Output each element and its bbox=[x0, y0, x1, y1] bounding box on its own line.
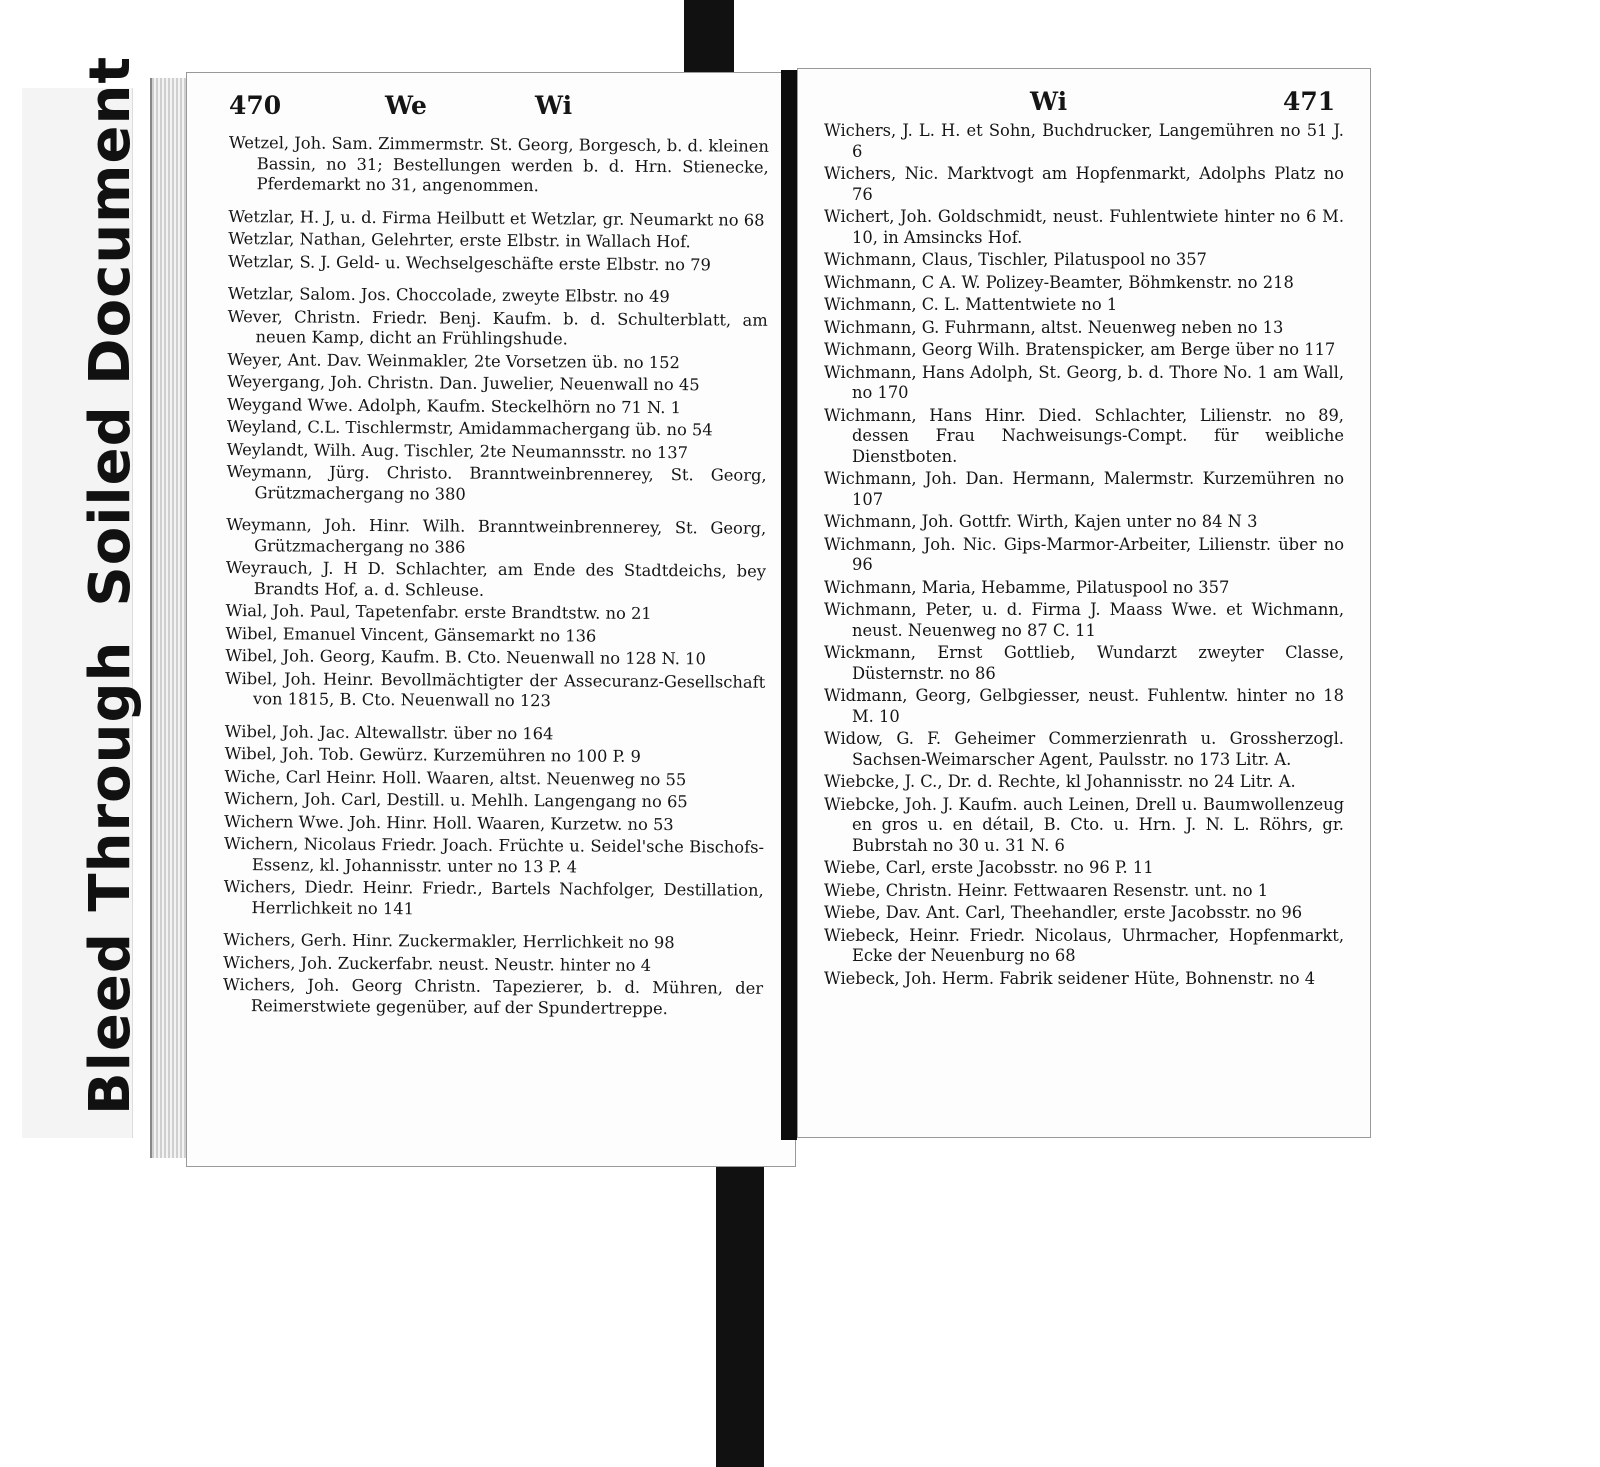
right-page bbox=[797, 68, 1371, 1138]
directory-entry: Wichmann, C. L. Mattentwiete no 1 bbox=[824, 295, 1118, 314]
directory-entry: Wiebeck, Joh. Herm. Fabrik seidener Hüte, Bohnenstr. no 4 bbox=[824, 968, 1316, 988]
directory-entry: Weyer, Ant. Dav. Weinmakler, 2te Vorsetzen üb. no 152 bbox=[227, 349, 680, 372]
left-heading-1: We bbox=[385, 91, 427, 120]
directory-entry: Weyland, C.L. Tischlermstr, Amidammachergang üb. no 54 bbox=[226, 416, 713, 440]
spine-shadow-top bbox=[684, 0, 734, 80]
directory-entry: Wichers, J. L. H. et Sohn, Buchdrucker, Langemühren no 51 J. 6 bbox=[824, 121, 1344, 161]
directory-entry: Wibel, Joh. Heinr. Bevollmächtigter der Assecuranz-Gesellschaft von 1815, B. Cto. Neuenwall no 123 bbox=[225, 668, 766, 711]
directory-entry: Wichmann, Georg Wilh. Bratenspicker, am Berge über no 117 bbox=[824, 340, 1336, 359]
directory-entry: Wichmann, Joh. Nic. Gips-Marmor-Arbeiter, Lilienstr. über no 96 bbox=[824, 534, 1344, 574]
directory-entry: Wetzlar, Salom. Jos. Choccolade, zweyte Elbstr. no 49 bbox=[227, 283, 670, 307]
directory-entry: Wichmann, Joh. Gottfr. Wirth, Kajen unter no 84 N 3 bbox=[824, 512, 1258, 531]
directory-entry: Wichmann, Joh. Dan. Hermann, Malermstr. Kurzemühren no 107 bbox=[824, 469, 1344, 509]
directory-entry: Wiebe, Christn. Heinr. Fettwaaren Resenstr. unt. no 1 bbox=[824, 880, 1269, 900]
left-page bbox=[186, 72, 796, 1167]
directory-entry: Wibel, Emanuel Vincent, Gänsemarkt no 136 bbox=[225, 623, 597, 646]
directory-entry: Wibel, Joh. Tob. Gewürz. Kurzemühren no 100 P. 9 bbox=[224, 743, 641, 766]
spine-gutter bbox=[781, 70, 797, 1140]
directory-entry: Weyergang, Joh. Christn. Dan. Juwelier, Neuenwall no 45 bbox=[227, 371, 700, 395]
directory-entry: Wickmann, Ernst Gottlieb, Wundarzt zweyter Classe, Düsternstr. no 86 bbox=[824, 643, 1344, 683]
left-heading-2: Wi bbox=[535, 91, 573, 120]
directory-entry: Wichern Wwe. Joh. Hinr. Holl. Waaren, Kurzetw. no 53 bbox=[224, 811, 674, 834]
directory-entry: Weyrauch, J. H D. Schlachter, am Ende des Stadtdeichs, bey Brandts Hof, a. d. Schleuse. bbox=[225, 557, 767, 600]
directory-entry: Wiche, Carl Heinr. Holl. Waaren, altst. Neuenweg no 55 bbox=[224, 766, 687, 789]
stamp-text bbox=[78, 56, 143, 1115]
directory-entry: Wial, Joh. Paul, Tapetenfabr. erste Brandtstw. no 21 bbox=[225, 600, 652, 623]
right-heading: Wi bbox=[1030, 87, 1068, 116]
directory-entry: Wetzel, Joh. Sam. Zimmermstr. St. Georg, Borgesch, b. d. kleinen Bassin, no 31; Bestellungen werden b. d. Hrn. Stienecke, Pferdemarkt no 31, angenommen. bbox=[228, 133, 769, 196]
directory-entry: Wichmann, Hans Adolph, St. Georg, b. d. Thore No. 1 am Wall, no 170 bbox=[824, 362, 1344, 402]
spine-shadow-bottom bbox=[716, 1130, 764, 1467]
directory-entry: Wetzlar, H. J, u. d. Firma Heilbutt et Wetzlar, gr. Neumarkt no 68 bbox=[228, 206, 765, 230]
right-entry-list bbox=[824, 121, 1344, 991]
directory-entry: Wichmann, Hans Hinr. Died. Schlachter, Lilienstr. no 89, dessen Frau Nachweisungs-Compt. für weibliche Dienstboten. bbox=[824, 405, 1344, 466]
directory-entry: Weylandt, Wilh. Aug. Tischler, 2te Neumannsstr. no 137 bbox=[226, 439, 689, 462]
directory-entry: Wichmann, G. Fuhrmann, altst. Neuenweg neben no 13 bbox=[824, 317, 1284, 337]
directory-entry: Wichmann, Maria, Hebamme, Pilatuspool no 357 bbox=[824, 577, 1230, 597]
directory-entry: Wichern, Nicolaus Friedr. Joach. Früchte u. Seidel'sche Bischofs-Essenz, kl. Johannisstr. unter no 13 P. 4 bbox=[223, 833, 765, 876]
directory-entry: Wichmann, C A. W. Polizey-Beamter, Böhmkenstr. no 218 bbox=[824, 272, 1294, 292]
directory-entry: Wichers, Joh. Georg Christn. Tapezierer, b. d. Mühren, der Reimerstwiete gegenüber, auf der Spundertreppe. bbox=[222, 974, 764, 1018]
left-page-header bbox=[187, 91, 795, 131]
directory-entry: Weymann, Joh. Hinr. Wilh. Branntweinbrennerey, St. Georg, Grützmachergang no 386 bbox=[226, 514, 767, 557]
directory-entry: Widow, G. F. Geheimer Commerzienrath u. Grossherzogl. Sachsen-Weimarscher Agent, Paulsstr. no 173 Litr. A. bbox=[824, 729, 1344, 769]
directory-entry: Wichert, Joh. Goldschmidt, neust. Fuhlentwiete hinter no 6 M. 10, in Amsincks Hof. bbox=[824, 207, 1344, 247]
directory-entry: Widmann, Georg, Gelbgiesser, neust. Fuhlentw. hinter no 18 M. 10 bbox=[824, 686, 1344, 726]
left-entry-list bbox=[223, 133, 769, 1022]
directory-entry: Wichers, Gerh. Hinr. Zuckermakler, Herrlichkeit no 98 bbox=[223, 929, 675, 953]
directory-entry: Weymann, Jürg. Christo. Branntweinbrennerey, St. Georg, Grützmachergang no 380 bbox=[226, 461, 767, 504]
directory-entry: Wibel, Joh. Georg, Kaufm. B. Cto. Neuenwall no 128 N. 10 bbox=[225, 645, 706, 669]
directory-entry: Wiebe, Carl, erste Jacobsstr. no 96 P. 11 bbox=[824, 858, 1154, 877]
left-page-number: 470 bbox=[229, 91, 282, 120]
directory-entry: Wichmann, Peter, u. d. Firma J. Maass Wwe. et Wichmann, neust. Neuenweg no 87 C. 11 bbox=[824, 600, 1344, 640]
stamp-line-1: Bleed Through bbox=[78, 640, 143, 1115]
directory-entry: Wiebcke, Joh. J. Kaufm. auch Leinen, Drell u. Baumwollenzeug en gros u. en détail, B. Cto. u. Hrn. J. N. L. Röhrs, gr. Bubrstah no 30 u. 31 N. 6 bbox=[824, 794, 1344, 855]
directory-entry: Wichers, Nic. Marktvogt am Hopfenmarkt, Adolphs Platz no 76 bbox=[824, 164, 1344, 204]
directory-entry: Wiebcke, J. C., Dr. d. Rechte, kl Johannisstr. no 24 Litr. A. bbox=[824, 772, 1296, 791]
directory-entry: Wichers, Diedr. Heinr. Friedr., Bartels Nachfolger, Destillation, Herrlichkeit no 141 bbox=[223, 876, 764, 918]
directory-entry: Wetzlar, Nathan, Gelehrter, erste Elbstr. in Wallach Hof. bbox=[228, 228, 691, 252]
directory-entry: Wichers, Joh. Zuckerfabr. neust. Neustr. hinter no 4 bbox=[223, 952, 652, 975]
stamp-line-2: Soiled Document bbox=[78, 55, 143, 607]
directory-entry: Wiebeck, Heinr. Friedr. Nicolaus, Uhrmacher, Hopfenmarkt, Ecke der Neuenburg no 68 bbox=[824, 925, 1344, 965]
directory-entry: Wiebe, Dav. Ant. Carl, Theehandler, erste Jacobsstr. no 96 bbox=[824, 903, 1303, 922]
directory-entry: Weygand Wwe. Adolph, Kaufm. Steckelhörn no 71 N. 1 bbox=[227, 394, 682, 417]
right-page-number: 471 bbox=[1283, 87, 1336, 116]
directory-entry: Wever, Christn. Friedr. Benj. Kaufm. b. d. Schulterblatt, am neuen Kamp, dicht an Frühlingshude. bbox=[227, 306, 768, 349]
directory-entry: Wichern, Joh. Carl, Destill. u. Mehlh. Langengang no 65 bbox=[224, 788, 688, 812]
directory-entry: Wichmann, Claus, Tischler, Pilatuspool no 357 bbox=[824, 250, 1207, 269]
directory-entry: Wetzlar, S. J. Geld- u. Wechselgeschäfte erste Elbstr. no 79 bbox=[228, 251, 711, 274]
directory-entry: Wibel, Joh. Jac. Altewallstr. über no 164 bbox=[224, 721, 554, 743]
